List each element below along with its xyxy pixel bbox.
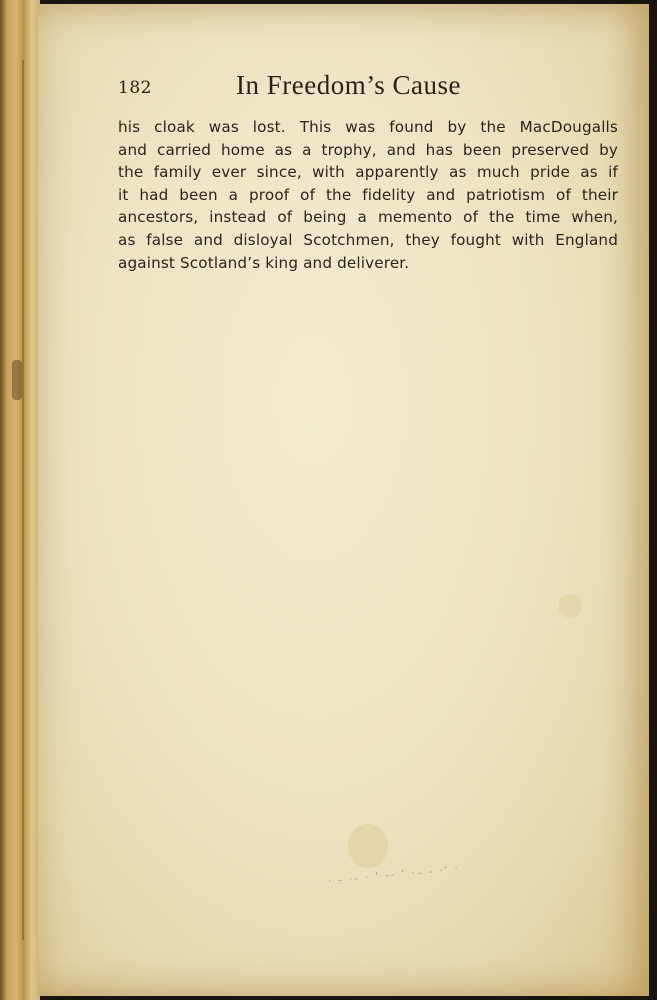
- running-head: [118, 70, 588, 106]
- page-edge-line: [22, 60, 24, 940]
- ink-smudge-mark: · - ·- · ' -- ' ·: [327, 867, 418, 888]
- text-line: it had been a proof of the fidelity and patriotism of their: [118, 185, 618, 204]
- text-line: his cloak was lost. This was found by the MacDougalls: [118, 118, 618, 136]
- page-edge-stack: [0, 0, 40, 1000]
- text-line: ancestors, instead of being a memento of the time when,: [118, 208, 618, 227]
- text-line: and carried home as a trophy, and has been preserved by: [118, 140, 618, 159]
- page-edge-stain: [12, 360, 22, 400]
- paper-stain: [558, 594, 582, 618]
- text-line: the family ever since, with apparently as much pride as if: [118, 163, 618, 182]
- running-title: In Freedom’s Cause: [236, 70, 461, 100]
- ink-smudge-mark: - - ·' ·: [417, 863, 461, 880]
- paper-stain: [348, 824, 388, 868]
- text-line: as false and disloyal Scotchmen, they fought with England: [118, 230, 618, 249]
- text-line: against Scotland’s king and deliverer.: [118, 253, 410, 272]
- right-edge-shadow: [649, 0, 657, 1000]
- book-page: [38, 4, 650, 996]
- page-number: 182: [118, 78, 152, 98]
- body-paragraph: [118, 116, 618, 274]
